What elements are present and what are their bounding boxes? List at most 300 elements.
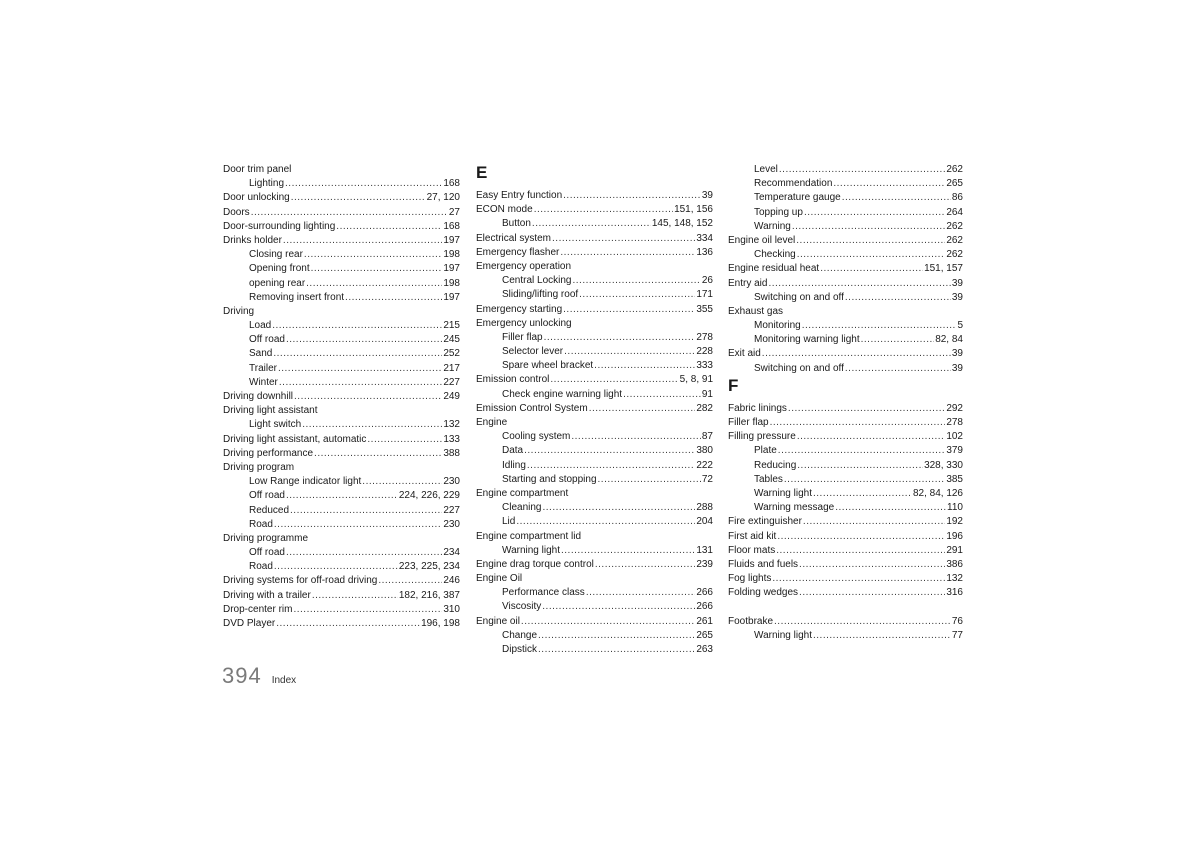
index-subentry bbox=[476, 544, 713, 558]
entry-page-ref: 261 bbox=[696, 615, 713, 627]
index-subentry bbox=[476, 331, 713, 345]
dot-leader bbox=[813, 487, 912, 501]
dot-leader bbox=[589, 402, 696, 416]
entry-term: Winter bbox=[249, 376, 278, 388]
index-entry bbox=[476, 303, 713, 317]
entry-page-ref: 385 bbox=[946, 473, 963, 485]
entry-term: Doors bbox=[223, 206, 250, 218]
entry-page-ref: 5 bbox=[957, 320, 963, 332]
entry-page-ref: 333 bbox=[696, 360, 713, 372]
index-entry bbox=[728, 234, 963, 248]
index-entry bbox=[476, 232, 713, 246]
dot-leader bbox=[279, 376, 442, 390]
entry-page-ref: 168 bbox=[443, 178, 460, 190]
entry-page-ref: 171 bbox=[696, 289, 713, 301]
entry-page-ref: 246 bbox=[443, 575, 460, 587]
dot-leader bbox=[564, 345, 695, 359]
dot-leader bbox=[345, 291, 442, 305]
index-entry bbox=[223, 532, 460, 546]
dot-leader bbox=[796, 234, 945, 248]
index-entry bbox=[476, 246, 713, 260]
entry-term: Easy Entry function bbox=[476, 190, 563, 201]
entry-term: Reducing bbox=[754, 459, 797, 471]
entry-page-ref: 278 bbox=[946, 417, 963, 428]
dot-leader bbox=[283, 234, 442, 248]
entry-term: Topping up bbox=[754, 206, 803, 218]
entry-term: Monitoring warning light bbox=[754, 334, 860, 346]
entry-term: ECON mode bbox=[476, 204, 533, 216]
dot-leader bbox=[538, 643, 695, 657]
index-subentry bbox=[728, 191, 963, 205]
entry-page-ref: 262 bbox=[946, 164, 963, 175]
dot-leader bbox=[538, 629, 695, 643]
index-subentry bbox=[728, 248, 963, 262]
index-entry bbox=[223, 447, 460, 461]
entry-page-ref: 224, 226, 229 bbox=[398, 490, 460, 502]
dot-leader bbox=[842, 191, 951, 205]
entry-page-ref: 82, 84, 126 bbox=[912, 487, 963, 499]
entry-term: Dipstick bbox=[502, 644, 538, 655]
entry-term: Driving with a trailer bbox=[223, 589, 311, 601]
entry-term: Sand bbox=[249, 348, 273, 360]
entry-page-ref: 230 bbox=[443, 518, 460, 530]
entry-page-ref: 386 bbox=[946, 558, 963, 570]
index-subentry bbox=[476, 288, 713, 302]
index-entry bbox=[223, 305, 460, 319]
index-subentry bbox=[223, 418, 460, 432]
entry-term: Engine Oil bbox=[476, 573, 523, 585]
entry-page-ref: 133 bbox=[443, 433, 460, 445]
dot-leader bbox=[797, 248, 946, 262]
entry-term: Reduced bbox=[249, 504, 290, 516]
entry-term: Warning message bbox=[754, 502, 835, 514]
entry-term: Level bbox=[754, 164, 778, 175]
entry-term: Central Locking bbox=[502, 275, 572, 287]
dot-leader bbox=[799, 558, 945, 572]
entry-term: Engine oil bbox=[476, 615, 520, 627]
index-subentry bbox=[728, 319, 963, 333]
entry-term: Folding wedges bbox=[728, 587, 799, 599]
entry-page-ref: 192 bbox=[946, 516, 963, 528]
index-entry bbox=[476, 558, 713, 572]
index-subentry bbox=[223, 291, 460, 305]
entry-page-ref: 355 bbox=[696, 303, 713, 315]
entry-term: Switching on and off bbox=[754, 291, 844, 303]
index-entry bbox=[728, 277, 963, 291]
index-entry bbox=[728, 558, 963, 572]
entry-page-ref: 72 bbox=[701, 473, 713, 485]
index-subentry bbox=[223, 504, 460, 518]
dot-leader bbox=[527, 459, 695, 473]
entry-page-ref: 292 bbox=[946, 402, 963, 414]
dot-leader bbox=[367, 433, 442, 447]
entry-page-ref: 310 bbox=[443, 603, 460, 615]
entry-term: opening rear bbox=[249, 277, 306, 289]
dot-leader bbox=[797, 459, 923, 473]
entry-page-ref: 380 bbox=[696, 445, 713, 457]
dot-leader bbox=[278, 362, 442, 376]
index-subentry bbox=[223, 319, 460, 333]
entry-term: Light switch bbox=[249, 419, 302, 431]
entry-term: Lighting bbox=[249, 178, 285, 190]
dot-leader bbox=[788, 402, 945, 416]
dot-leader bbox=[595, 558, 695, 572]
dot-leader bbox=[291, 191, 426, 205]
entry-page-ref: 230 bbox=[443, 476, 460, 488]
entry-term: Performance class bbox=[502, 587, 585, 599]
entry-term: Trailer bbox=[249, 362, 277, 374]
entry-page-ref: 265 bbox=[946, 178, 963, 190]
index-entry bbox=[223, 433, 460, 447]
dot-leader bbox=[770, 416, 946, 430]
dot-leader bbox=[586, 586, 696, 600]
entry-page-ref: 252 bbox=[443, 348, 460, 360]
entry-term: Plate bbox=[754, 445, 777, 457]
dot-leader bbox=[534, 203, 673, 217]
index-subentry bbox=[476, 345, 713, 359]
entry-term: Sliding/lifting roof bbox=[502, 289, 579, 301]
entry-page-ref: 198 bbox=[443, 277, 460, 289]
dot-leader bbox=[835, 501, 946, 515]
dot-leader bbox=[561, 544, 695, 558]
index-column-3 bbox=[728, 163, 963, 643]
index-entry bbox=[476, 260, 713, 274]
index-entry bbox=[728, 586, 963, 600]
entry-page-ref: 265 bbox=[696, 629, 713, 641]
entry-term: Driving systems for off-road driving bbox=[223, 575, 378, 587]
dot-leader bbox=[362, 475, 442, 489]
index-subentry bbox=[476, 515, 713, 529]
entry-term: Warning bbox=[754, 220, 791, 232]
dot-leader bbox=[784, 473, 945, 487]
entry-term: Switching on and off bbox=[754, 362, 844, 374]
entry-page-ref: 27, 120 bbox=[426, 192, 460, 204]
entry-term: Removing insert front bbox=[249, 291, 345, 303]
entry-term: Temperature gauge bbox=[754, 192, 841, 204]
dot-leader bbox=[776, 544, 945, 558]
index-column-2 bbox=[476, 163, 713, 657]
entry-term: Low Range indicator light bbox=[249, 476, 362, 488]
entry-term: Off road bbox=[249, 547, 285, 559]
entry-term: Data bbox=[502, 445, 524, 457]
index-subentry bbox=[476, 388, 713, 402]
entry-page-ref: 334 bbox=[696, 232, 713, 244]
dot-leader bbox=[598, 473, 701, 487]
entry-page-ref: 102 bbox=[946, 431, 963, 443]
dot-leader bbox=[803, 515, 945, 529]
index-entry bbox=[223, 617, 460, 631]
entry-page-ref: 228 bbox=[696, 346, 713, 358]
entry-term: Emission control bbox=[476, 374, 550, 386]
index-entry bbox=[728, 305, 963, 319]
entry-term: Fire extinguisher bbox=[728, 516, 802, 528]
index-subentry bbox=[728, 473, 963, 487]
entry-page-ref: 151, 156 bbox=[674, 204, 713, 216]
dot-leader bbox=[286, 489, 398, 503]
dot-leader bbox=[792, 220, 945, 234]
dot-leader bbox=[563, 189, 701, 203]
dot-leader bbox=[797, 430, 946, 444]
entry-page-ref: 266 bbox=[696, 587, 713, 599]
entry-term: Engine oil level bbox=[728, 234, 796, 246]
entry-term: Door trim panel bbox=[223, 164, 292, 175]
entry-page-ref: 266 bbox=[696, 601, 713, 613]
entry-page-ref: 227 bbox=[443, 376, 460, 388]
index-subentry bbox=[728, 629, 963, 643]
entry-term: Engine drag torque control bbox=[476, 558, 594, 570]
entry-page-ref: 86 bbox=[951, 192, 963, 204]
dot-leader bbox=[314, 447, 442, 461]
dot-leader bbox=[802, 319, 957, 333]
index-subentry bbox=[476, 217, 713, 231]
entry-page-ref: 223, 225, 234 bbox=[398, 561, 460, 573]
entry-term: First aid kit bbox=[728, 530, 777, 542]
entry-page-ref: 5, 8, 91 bbox=[679, 374, 713, 386]
entry-term: Warning light bbox=[754, 487, 812, 499]
entry-page-ref: 145, 148, 152 bbox=[651, 218, 713, 230]
entry-page-ref: 77 bbox=[951, 629, 963, 641]
entry-page-ref: 197 bbox=[443, 234, 460, 246]
entry-term: Driving light assistant, automatic bbox=[223, 433, 367, 445]
entry-page-ref: 288 bbox=[696, 502, 713, 514]
entry-term: Floor mats bbox=[728, 544, 776, 556]
entry-page-ref: 215 bbox=[443, 320, 460, 332]
entry-term: Cleaning bbox=[502, 502, 542, 514]
entry-term: Recommendation bbox=[754, 178, 833, 190]
dot-leader bbox=[311, 262, 443, 276]
dot-leader bbox=[777, 530, 945, 544]
index-entry bbox=[728, 515, 963, 529]
entry-term: Closing rear bbox=[249, 249, 303, 261]
entry-page-ref: 39 bbox=[951, 362, 963, 374]
dot-leader bbox=[302, 418, 442, 432]
index-subentry bbox=[728, 220, 963, 234]
entry-gap bbox=[728, 600, 963, 614]
entry-page-ref: 263 bbox=[696, 644, 713, 655]
entry-term: Fluids and fuels bbox=[728, 558, 799, 570]
index-subentry bbox=[476, 643, 713, 657]
index-entry bbox=[476, 402, 713, 416]
entry-page-ref: 82, 84 bbox=[935, 334, 963, 346]
index-subentry bbox=[223, 489, 460, 503]
entry-page-ref: 282 bbox=[696, 402, 713, 414]
entry-term: Emergency unlocking bbox=[476, 317, 572, 329]
entry-term: Change bbox=[502, 629, 538, 641]
dot-leader bbox=[563, 303, 695, 317]
index-entry bbox=[476, 572, 713, 586]
page-section-label: Index bbox=[271, 675, 297, 686]
dot-leader bbox=[861, 333, 935, 347]
entry-page-ref: 110 bbox=[947, 502, 963, 514]
index-subentry bbox=[223, 518, 460, 532]
entry-term: Fabric linings bbox=[728, 402, 787, 414]
index-subentry bbox=[728, 501, 963, 515]
entry-page-ref: 27 bbox=[448, 206, 460, 218]
entry-page-ref: 136 bbox=[696, 246, 713, 258]
entry-term: Filler flap bbox=[502, 331, 543, 343]
index-subentry bbox=[223, 560, 460, 574]
index-subentry bbox=[728, 163, 963, 177]
index-subentry bbox=[223, 248, 460, 262]
index-subentry bbox=[223, 362, 460, 376]
index-entry bbox=[728, 416, 963, 430]
dot-leader bbox=[336, 220, 442, 234]
index-entry bbox=[223, 603, 460, 617]
entry-term: Fog lights bbox=[728, 573, 772, 585]
dot-leader bbox=[768, 277, 950, 291]
dot-leader bbox=[779, 163, 945, 177]
entry-term: Driving downhill bbox=[223, 391, 294, 402]
dot-leader bbox=[293, 603, 442, 617]
entry-term: Selector lever bbox=[502, 346, 564, 358]
index-entry bbox=[728, 262, 963, 276]
entry-page-ref: 278 bbox=[696, 331, 713, 343]
entry-page-ref: 262 bbox=[946, 249, 963, 261]
entry-term: Engine compartment lid bbox=[476, 530, 582, 542]
entry-term: Driving bbox=[223, 305, 255, 317]
entry-term: Check engine warning light bbox=[502, 388, 623, 400]
index-letter-heading: E bbox=[476, 163, 488, 182]
dot-leader bbox=[286, 333, 442, 347]
dot-leader bbox=[312, 589, 398, 603]
index-subentry bbox=[476, 274, 713, 288]
dot-leader bbox=[273, 347, 442, 361]
dot-leader bbox=[285, 177, 442, 191]
entry-term: Tables bbox=[754, 473, 783, 485]
entry-page-ref: 239 bbox=[696, 558, 713, 570]
dot-leader bbox=[623, 388, 701, 402]
entry-page-ref: 39 bbox=[951, 291, 963, 303]
dot-leader bbox=[579, 288, 695, 302]
entry-page-ref: 264 bbox=[946, 206, 963, 218]
entry-term: Door-surrounding lighting bbox=[223, 220, 336, 232]
entry-term: DVD Player bbox=[223, 618, 276, 629]
dot-leader bbox=[544, 331, 696, 345]
dot-leader bbox=[552, 232, 695, 246]
index-entry bbox=[223, 589, 460, 603]
index-subentry bbox=[476, 444, 713, 458]
page-number: 394 bbox=[222, 663, 262, 688]
index-subentry bbox=[728, 291, 963, 305]
dot-leader bbox=[306, 277, 442, 291]
entry-term: Driving programme bbox=[223, 532, 309, 544]
entry-term: Spare wheel bracket bbox=[502, 360, 594, 372]
dot-leader bbox=[532, 217, 651, 231]
entry-page-ref: 76 bbox=[951, 615, 963, 627]
index-subentry bbox=[728, 177, 963, 191]
index-entry bbox=[223, 390, 460, 404]
index-subentry bbox=[476, 629, 713, 643]
entry-page-ref: 204 bbox=[696, 516, 713, 528]
entry-term: Driving light assistant bbox=[223, 405, 318, 417]
dot-leader bbox=[524, 444, 695, 458]
dot-leader bbox=[274, 560, 398, 574]
entry-page-ref: 291 bbox=[946, 544, 963, 556]
dot-leader bbox=[290, 504, 442, 518]
index-entry bbox=[728, 572, 963, 586]
index-entry bbox=[728, 402, 963, 416]
index-subentry bbox=[476, 459, 713, 473]
entry-term: Off road bbox=[249, 490, 285, 502]
dot-leader bbox=[272, 319, 442, 333]
index-entry bbox=[728, 430, 963, 444]
entry-term: Warning light bbox=[754, 629, 812, 641]
entry-term: Emergency starting bbox=[476, 303, 563, 315]
entry-term: Driving performance bbox=[223, 447, 314, 459]
index-entry bbox=[223, 404, 460, 418]
index-entry bbox=[728, 615, 963, 629]
index-subentry bbox=[223, 333, 460, 347]
index-subentry bbox=[728, 333, 963, 347]
entry-page-ref: 39 bbox=[951, 277, 963, 289]
entry-term: Door unlocking bbox=[223, 192, 290, 204]
entry-term: Starting and stopping bbox=[502, 473, 597, 485]
entry-page-ref: 196 bbox=[946, 530, 963, 542]
entry-page-ref: 328, 330 bbox=[924, 459, 963, 471]
dot-leader bbox=[251, 206, 448, 220]
entry-term: Lid bbox=[502, 516, 516, 528]
entry-term: Road bbox=[249, 561, 273, 573]
entry-page-ref: 132 bbox=[946, 573, 963, 585]
entry-term: Button bbox=[502, 218, 531, 230]
index-entry bbox=[476, 416, 713, 430]
entry-term: Load bbox=[249, 320, 272, 332]
index-subentry bbox=[728, 444, 963, 458]
dot-leader bbox=[813, 629, 951, 643]
index-subentry bbox=[476, 359, 713, 373]
index-subentry bbox=[223, 376, 460, 390]
entry-page-ref: 182, 216, 387 bbox=[398, 589, 460, 601]
index-entry bbox=[476, 373, 713, 387]
entry-term: Emission Control System bbox=[476, 402, 588, 414]
dot-leader bbox=[542, 501, 695, 515]
entry-page-ref: 197 bbox=[443, 291, 460, 303]
index-entry bbox=[728, 347, 963, 361]
dot-leader bbox=[304, 248, 442, 262]
entry-term: Filler flap bbox=[728, 417, 769, 428]
entry-term: Checking bbox=[754, 249, 796, 261]
index-column-1 bbox=[223, 163, 460, 631]
index-entry bbox=[476, 530, 713, 544]
entry-term: Engine compartment bbox=[476, 487, 569, 499]
entry-page-ref: 249 bbox=[443, 391, 460, 402]
entry-term: Emergency flasher bbox=[476, 246, 560, 258]
entry-term: Engine bbox=[476, 417, 508, 428]
entry-term: Driving program bbox=[223, 461, 295, 473]
index-subentry bbox=[728, 206, 963, 220]
dot-leader bbox=[516, 515, 695, 529]
entry-page-ref: 379 bbox=[946, 445, 963, 457]
entry-page-ref: 132 bbox=[443, 419, 460, 431]
index-subentry bbox=[728, 362, 963, 376]
entry-term: Emergency operation bbox=[476, 260, 572, 272]
dot-leader bbox=[542, 600, 695, 614]
index-subentry bbox=[728, 459, 963, 473]
index-entry bbox=[223, 163, 460, 177]
entry-term: Drop-center rim bbox=[223, 603, 293, 615]
entry-term: Warning light bbox=[502, 544, 560, 556]
entry-term: Electrical system bbox=[476, 232, 552, 244]
index-subentry bbox=[476, 586, 713, 600]
index-subentry bbox=[223, 277, 460, 291]
entry-page-ref: 388 bbox=[443, 447, 460, 459]
entry-page-ref: 39 bbox=[701, 190, 713, 201]
index-entry bbox=[223, 234, 460, 248]
entry-page-ref: 262 bbox=[946, 234, 963, 246]
entry-page-ref: 26 bbox=[701, 275, 713, 287]
entry-page-ref: 197 bbox=[443, 263, 460, 275]
entry-term: Cooling system bbox=[502, 431, 571, 443]
